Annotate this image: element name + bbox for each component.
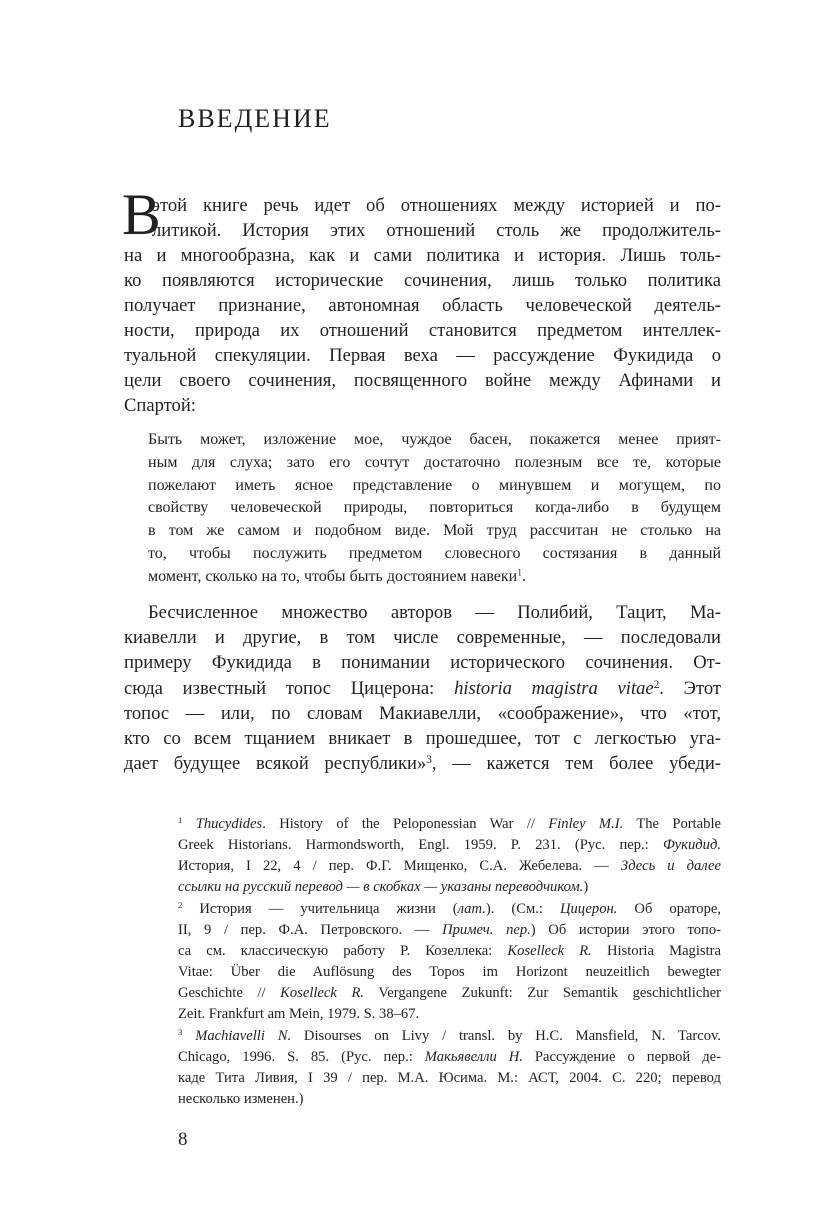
- text: Historia Magistra: [591, 943, 721, 959]
- footnote-1: [178, 814, 721, 898]
- text: ). (См.:: [485, 901, 560, 917]
- text: История, I 22, 4 / пер. Ф.Г. Мищенко, С.А. Жебелева. —: [178, 858, 621, 874]
- block-quote-thucydides: [148, 429, 721, 589]
- page-number: 8: [178, 1129, 188, 1150]
- text-line: [148, 497, 721, 520]
- footnote-3: [178, 1026, 721, 1110]
- text: то, чтобы послужить предметом словесного состязания в данный: [148, 544, 721, 562]
- italic-text: Koselleck R.: [507, 943, 592, 959]
- text: Zeit. Frankfurt am Mein, 1979. S. 38–67.: [178, 1006, 420, 1022]
- text-line: [124, 701, 721, 726]
- text: несколько изменен.): [178, 1091, 304, 1107]
- italic-text: Koselleck R.: [280, 985, 365, 1001]
- text-line: [124, 625, 721, 650]
- text-line: [124, 726, 721, 751]
- footnote-ref: 2: [653, 678, 660, 691]
- text: Быть может, изложение мое, чуждое басен, покажется менее прият-: [148, 431, 721, 448]
- text: [182, 816, 195, 832]
- text: Спартой:: [124, 395, 196, 416]
- text-line: [124, 676, 721, 701]
- text: . Этот: [659, 677, 721, 699]
- text: Chicago, 1996. S. 85. (Рус. пер.:: [178, 1049, 425, 1065]
- text: дает будущее всякой республики»: [124, 753, 427, 775]
- footnote-2: [178, 899, 721, 1025]
- italic-text: Цицерон.: [559, 901, 618, 917]
- drop-cap: В: [122, 182, 161, 247]
- text: Бесчисленное множество авторов — Полибий, Тацит, Ма-: [148, 602, 721, 623]
- text: этой книге речь идет об отношениях между историей и по-: [152, 195, 721, 216]
- text-line: [124, 650, 721, 675]
- footnote-ref: 1: [517, 567, 523, 579]
- footnote-ref: 1: [178, 815, 183, 826]
- italic-text: Machiavelli N.: [195, 1028, 292, 1044]
- italic-text: Finley M.I.: [548, 816, 624, 832]
- text: цели своего сочинения, посвященного войне между Афинами и: [124, 370, 721, 391]
- text-line: [124, 600, 721, 625]
- text-line: [178, 856, 721, 877]
- text-line: [178, 941, 721, 962]
- text: каде Тита Ливия, I 39 / пер. М.А. Юсима. М.: АСТ, 2004. С. 220; перевод: [178, 1070, 721, 1086]
- text: пожелают иметь ясное представление о минувшем и могущем, по: [148, 476, 721, 494]
- text-line: [178, 1004, 721, 1025]
- text: получает признание, автономная область человеческой деятель-: [124, 295, 721, 316]
- text-line: [124, 218, 721, 243]
- text-line: [178, 1089, 721, 1110]
- text-line: [178, 877, 721, 898]
- text: Geschichte //: [178, 985, 281, 1001]
- italic-text: Макьявелли Н.: [424, 1049, 523, 1065]
- text: момент, сколько на то, чтобы быть достоянием навеки: [148, 567, 518, 585]
- text: , — кажется тем более убеди-: [431, 753, 721, 775]
- text: примеру Фукидида в понимании исторического сочинения. От-: [124, 652, 721, 674]
- paragraph-intro: [124, 193, 721, 418]
- text: Greek Historians. Harmondsworth, Engl. 1959. P. 231. (Рус. пер.:: [178, 837, 663, 853]
- text-line: [148, 452, 721, 475]
- text-line: [148, 475, 721, 498]
- paragraph-historia-magistra: [124, 600, 721, 776]
- text-line: [178, 962, 721, 983]
- text-line: [178, 835, 721, 856]
- text: ко появляются исторические сочинения, лишь только политика: [124, 270, 721, 291]
- text: топос — или, по словам Макиавелли, «соображение», что «тот,: [124, 702, 721, 724]
- text-line: [148, 429, 721, 452]
- text-line: [124, 343, 721, 368]
- text: II, 9 / пер. Ф.А. Петровского. —: [178, 922, 443, 938]
- text: ности, природа их отношений становится предметом интеллек-: [124, 320, 721, 341]
- text-line: [178, 1068, 721, 1089]
- text: са см. классическую работу Р. Козеллека:: [178, 943, 508, 959]
- text: сюда известный топос Цицерона:: [124, 677, 455, 699]
- text: ным для слуха; зато его сочтут достаточно полезным все те, которые: [148, 453, 721, 471]
- text: Vitae: Über die Auflösung des Topos im Horizont neuzeitlich bewegter: [178, 964, 721, 980]
- text: ) Об истории этого топо-: [530, 922, 721, 938]
- italic-text: лат.: [457, 901, 486, 917]
- text: [182, 1028, 195, 1044]
- text-line: [178, 983, 721, 1004]
- text-line: [124, 318, 721, 343]
- italic-text: Фукидид.: [662, 837, 721, 853]
- text: на и многообразна, как и сами политика и история. Лишь толь-: [124, 245, 721, 266]
- text-line: [178, 1026, 721, 1047]
- text-line: [124, 268, 721, 293]
- text: ): [583, 879, 589, 895]
- text-line: [148, 566, 721, 589]
- text-line: [178, 899, 721, 920]
- text: кто со всем тщанием вникает в прошедшее, тот с легкостью уга-: [124, 728, 721, 750]
- text: туальной спекуляции. Первая веха — рассуждение Фукидида о: [124, 345, 721, 366]
- text: The Portable: [623, 816, 721, 832]
- text-line: [124, 393, 721, 418]
- text: в том же самом и подобном виде. Мой труд рассчитан не столько на: [148, 522, 721, 540]
- text-line: [148, 543, 721, 566]
- text: История — учительница жизни (: [182, 901, 458, 917]
- text: .: [522, 567, 527, 585]
- text: свойству человеческой природы, повториться когда-либо в будущем: [148, 499, 721, 517]
- footnote-ref: 2: [178, 900, 183, 911]
- chapter-heading: ВВЕДЕНИЕ: [178, 104, 332, 133]
- text: Об ораторе,: [617, 901, 721, 917]
- text-line: [124, 368, 721, 393]
- italic-text: historia magistra vitae: [454, 677, 654, 699]
- text-line: [178, 814, 721, 835]
- text-line: [178, 920, 721, 941]
- text: литикой. История этих отношений столь же продолжитель-: [152, 220, 721, 241]
- footnote-ref: 3: [426, 754, 432, 767]
- footnote-ref: 3: [178, 1027, 183, 1038]
- text: киавелли и другие, в том числе современные, — последовали: [124, 627, 721, 649]
- text-line: [124, 293, 721, 318]
- text: Vergangene Zukunft: Zur Semantik geschichtlicher: [364, 985, 721, 1001]
- text-line: [148, 520, 721, 543]
- text-line: [178, 1047, 721, 1068]
- italic-text: Примеч. пер.: [442, 922, 531, 938]
- text-line: [124, 243, 721, 268]
- text: Рассуждение о первой де-: [522, 1049, 721, 1065]
- text-line: [124, 193, 721, 218]
- italic-text: Здесь и далее: [620, 858, 721, 874]
- text-line: [124, 751, 721, 776]
- text: . History of the Peloponessian War //: [262, 816, 549, 832]
- text: Disourses on Livy / transl. by H.C. Mansfield, N. Tarcov.: [291, 1028, 722, 1044]
- italic-text: ссылки на русский перевод — в скобках — указаны переводчиком.: [178, 879, 584, 895]
- italic-text: Thucydides: [195, 816, 263, 832]
